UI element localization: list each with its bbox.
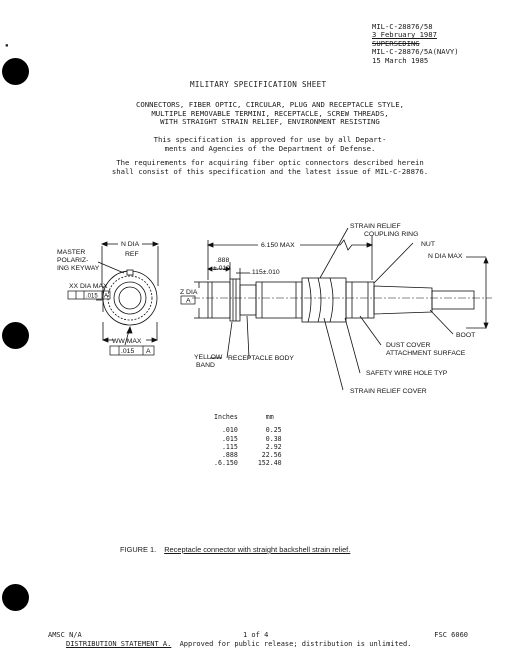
label-master-1: MASTER (57, 249, 86, 256)
superseding-label: SUPERSEDING (372, 38, 420, 48)
label-master-2: POLARIZ- (57, 257, 89, 264)
label-yellow: YELLOW (194, 354, 223, 361)
label-dim-6150: 6.150 MAX (261, 242, 295, 249)
table-header-row (214, 414, 282, 422)
label-dim-888-tol: ±.010 (213, 265, 230, 272)
table-cell: 2.92 (265, 442, 282, 451)
table-cell: 0.38 (265, 434, 282, 443)
label-dust-cover-2: ATTACHMENT SURFACE (386, 350, 466, 357)
label-receptacle-body: RECEPTACLE BODY (228, 355, 294, 362)
superseded-spec: MIL-C-28876/5A(NAVY) (372, 47, 459, 57)
end-view-ring-circle (108, 276, 152, 320)
label-datum-a-side: A (186, 297, 191, 305)
subject-line-3: WITH STRAIGHT STRAIN RELIEF, ENVIRONMENT RESISTING (160, 117, 380, 126)
figure-caption (120, 545, 350, 554)
requirements-line-2: shall consist of this specification and the latest issue of MIL-C-28876. (111, 166, 429, 176)
coupling-nut-shape (256, 282, 302, 318)
subject-line-2: MULTIPLE REMOVABLE TERMINI, RECEPTACLE, SCREW THREADS, (151, 108, 389, 118)
requirements-line-1: The requirements for acquiring fiber optic connectors described herein (116, 158, 424, 167)
boot-shape (374, 286, 432, 314)
footer-page: 1 of 4 (243, 631, 269, 639)
table-cell: .115 (221, 442, 238, 451)
footer (48, 631, 478, 649)
label-dust-cover-1: DUST COVER (386, 342, 431, 349)
label-n-dia-max: N DIA MAX (428, 253, 463, 260)
label-strain-relief-2: COUPLING RING (364, 231, 419, 238)
label-fcf-bottom-tol: .015 (121, 348, 135, 355)
approval-line-2: ments and Agencies of the Department of Defense. (164, 143, 376, 153)
label-z-dia: Z DIA (180, 289, 198, 296)
margin-mark: ▪ (5, 42, 9, 49)
label-fcf-tol: .015 (86, 293, 98, 300)
yellow-band (230, 279, 240, 321)
punch-hole-bottom (2, 584, 29, 611)
subject-line-1: CONNECTORS, FIBER OPTIC, CIRCULAR, PLUG AND RECEPTACLE STYLE, (136, 100, 404, 109)
table-cell: .010 (221, 426, 238, 435)
table-cell: .015 (221, 434, 238, 443)
label-nut: NUT (421, 241, 435, 248)
table-cell: 0.25 (265, 426, 282, 435)
front-shell (208, 282, 230, 318)
label-fcf-datum: A (104, 293, 109, 300)
table-row (214, 460, 282, 468)
label-strain-relief-cover: STRAIN RELIEF COVER (350, 388, 427, 395)
figure-number: FIGURE 1. (120, 545, 157, 554)
table-cell: .888 (221, 451, 238, 460)
footer-amsc: AMSC N/A (48, 631, 82, 639)
label-fcf-bottom-datum: A (146, 348, 151, 355)
superseded-date: 15 March 1985 (372, 55, 429, 65)
spec-date: 3 February 1987 (372, 30, 437, 40)
end-view-core-circle (119, 287, 141, 309)
table-cell: 22.56 (261, 451, 282, 460)
table-cell: 152.40 (257, 459, 282, 468)
conversion-table (214, 414, 282, 469)
label-strain-relief-1: STRAIN RELIEF (350, 223, 401, 230)
label-band: BAND (196, 362, 215, 369)
label-ww-max: WW MAX (112, 338, 142, 345)
label-xx-dia: XX DIA MAX (69, 283, 108, 290)
label-n-dia-ref-2: REF (125, 251, 139, 258)
label-boot: BOOT (456, 332, 476, 339)
cable-shape (432, 291, 474, 309)
polarizing-keyway (127, 270, 133, 275)
label-dim-115: .115±.010 (250, 269, 280, 276)
label-dim-888: .888 (216, 257, 230, 264)
figure-text: Receptacle connector with straight backshell strain relief. (164, 545, 351, 554)
sheet-title: MILITARY SPECIFICATION SHEET (190, 80, 327, 89)
table-header-inches: Inches (214, 413, 238, 421)
footer-fsc: FSC 6060 (434, 631, 468, 639)
spec-number: MIL-C-28876/58 (372, 22, 433, 31)
table-header-mm: mm (265, 413, 274, 421)
approval-line-1: This specification is approved for use by all Depart- (153, 135, 387, 144)
distribution-label: DISTRIBUTION STATEMENT A. (66, 640, 172, 648)
label-master-3: ING KEYWAY (57, 265, 100, 272)
strain-relief-ring-shape (302, 278, 346, 322)
distribution-text: Approved for public release; distribution is unlimited. (179, 640, 412, 648)
nut-shape (346, 282, 374, 318)
end-view-outer-circle (103, 271, 157, 325)
label-n-dia-ref-1: N DIA (121, 241, 140, 248)
table-cell: .6.150 (214, 459, 238, 468)
label-safety-wire: SAFETY WIRE HOLE TYP (366, 370, 448, 377)
receptacle-body-shape (240, 285, 256, 315)
